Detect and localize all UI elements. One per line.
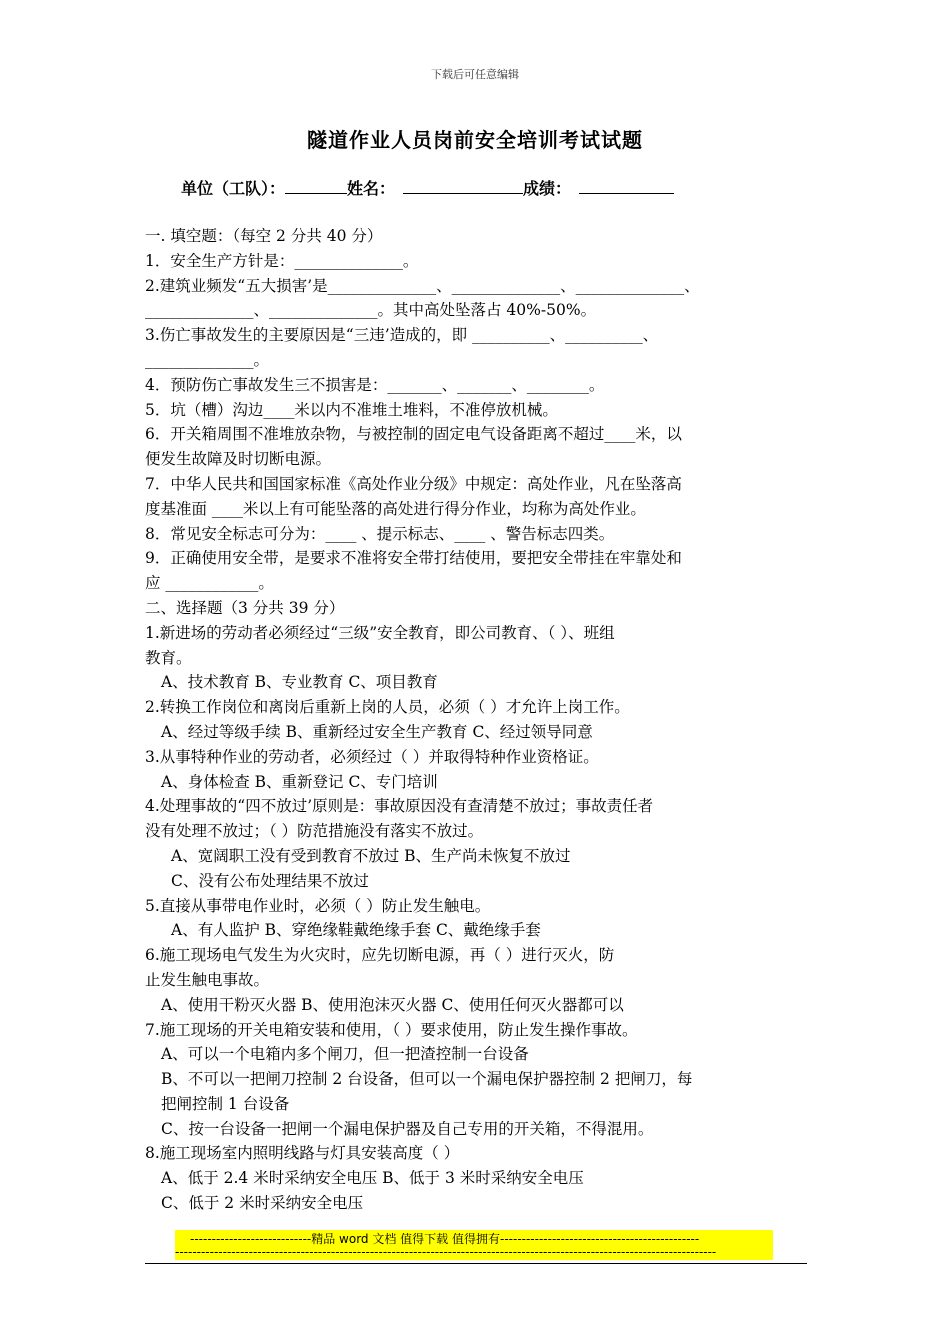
header-note: 下载后可任意编辑 [431, 68, 519, 81]
info-row [181, 176, 674, 199]
page-title: 隧道作业人员岗前安全培训考试试题 [307, 128, 643, 152]
footer-dashes: ----------------------------------------------------------------------------------------------------------------------------- [175, 1245, 717, 1259]
footer-text: ----------------------------精品 word 文档 值得下载 值得拥有---------------------------------------------- [190, 1232, 700, 1246]
exam-line: 2.建筑业频发“五大损害’是______________、______________、______________、 [145, 276, 700, 295]
exam-line: ______________、______________。其中高处坠落占 40%-50%。 [145, 301, 597, 320]
exam-line: 3.从事特种作业的劳动者，必须经过（ ）并取得特种作业资格证。 [145, 747, 599, 766]
exam-line: B、不可以一把闸刀控制 2 台设备，但可以一个漏电保护器控制 2 把闸刀，每 [161, 1070, 693, 1089]
exam-line: A、有人监护 B、穿绝缘鞋戴绝缘手套 C、戴绝缘手套 [171, 921, 541, 940]
score-blank[interactable] [579, 177, 674, 194]
exam-line: C、按一台设备一把闸一个漏电保护器及自己专用的开关箱，不得混用。 [161, 1119, 654, 1138]
exam-line: 把闸控制 1 台设备 [161, 1094, 290, 1113]
exam-line: A、技术教育 B、专业教育 C、项目教育 [161, 673, 438, 692]
exam-line: 7.施工现场的开关电箱安装和使用，（ ）要求使用，防止发生操作事故。 [145, 1020, 638, 1039]
name-label: 姓名： [347, 179, 396, 198]
exam-line: 1.新进场的劳动者必须经过“三级”安全教育，即公司教育、（ ）、班组 [145, 623, 615, 642]
exam-line: 6.施工现场电气发生为火灾时，应先切断电源，再（ ）进行灭火，防 [145, 946, 615, 965]
exam-line: 应 ____________。 [145, 574, 274, 593]
exam-line: 9．正确使用安全带，是要求不准将安全带打结使用，要把安全带挂在牢靠处和 [145, 549, 682, 568]
exam-line: C、低于 2 米时采纳安全电压 [161, 1194, 364, 1213]
exam-line: 6．开关箱周围不准堆放杂物，与被控制的固定电气设备距离不超过____米，以 [145, 425, 682, 444]
exam-line: 7．中华人民共和国国家标准《高处作业分级》中规定：高处作业，凡在坠落高 [145, 474, 682, 493]
exam-line: A、使用干粉灭火器 B、使用泡沫灭火器 C、使用任何灭火器都可以 [161, 995, 624, 1014]
footer-rule [145, 1263, 807, 1264]
exam-line: 4．预防伤亡事故发生三不损害是：_______、_______、________。 [145, 375, 605, 394]
exam-line: A、可以一个电箱内多个闸刀，但一把渣控制一台设备 [161, 1045, 529, 1064]
score-label: 成绩： [523, 179, 572, 198]
exam-line: 止发生触电事故。 [145, 970, 270, 989]
exam-line: A、身体检查 B、重新登记 C、专门培训 [161, 772, 438, 791]
exam-line: 没有处理不放过；（ ）防范措施没有落实不放过。 [145, 822, 484, 841]
exam-line: 教育。 [145, 648, 192, 667]
unit-label: 单位（工队）： [181, 179, 286, 198]
exam-line: A、经过等级手续 B、重新经过安全生产教育 C、经过领导同意 [161, 722, 593, 741]
exam-line: 1．安全生产方针是：______________。 [145, 251, 419, 270]
exam-line: 8.施工现场室内照明线路与灯具安装高度（ ） [145, 1144, 460, 1163]
exam-line: 2.转换工作岗位和离岗后重新上岗的人员，必须（ ）才允许上岗工作。 [145, 698, 630, 717]
name-blank[interactable] [403, 177, 523, 194]
exam-line: ______________。 [145, 350, 270, 369]
exam-line: 一. 填空题：（每空 2 分共 40 分） [145, 227, 383, 245]
exam-line: A、低于 2.4 米时采纳安全电压 B、低于 3 米时采纳安全电压 [161, 1169, 584, 1188]
exam-line: 便发生故障及时切断电源。 [145, 450, 332, 469]
exam-line: 二、选择题（3 分共 39 分） [145, 598, 345, 617]
unit-blank[interactable] [285, 177, 347, 194]
exam-line: C、没有公布处理结果不放过 [171, 871, 369, 890]
exam-body [145, 224, 810, 1216]
exam-line: 4.处理事故的“四不放过’原则是：事故原因没有查清楚不放过；事故责任者 [145, 797, 654, 816]
exam-line: 度基准面 ____米以上有可能坠落的高处进行得分作业，均称为高处作业。 [145, 499, 646, 518]
exam-line: 5．坑（槽）沟边____米以内不准堆土堆料，不准停放机械。 [145, 400, 558, 419]
exam-line: 3.伤亡事故发生的主要原因是“三违’造成的，即 __________、__________、 [145, 326, 659, 345]
exam-line: A、宽阔职工没有受到教育不放过 B、生产尚未恢复不放过 [171, 846, 571, 865]
exam-line: 5.直接从事带电作业时，必须（ ）防止发生触电。 [145, 896, 491, 915]
exam-line: 8．常见安全标志可分为：____ 、提示标志、____ 、警告标志四类。 [145, 524, 615, 543]
